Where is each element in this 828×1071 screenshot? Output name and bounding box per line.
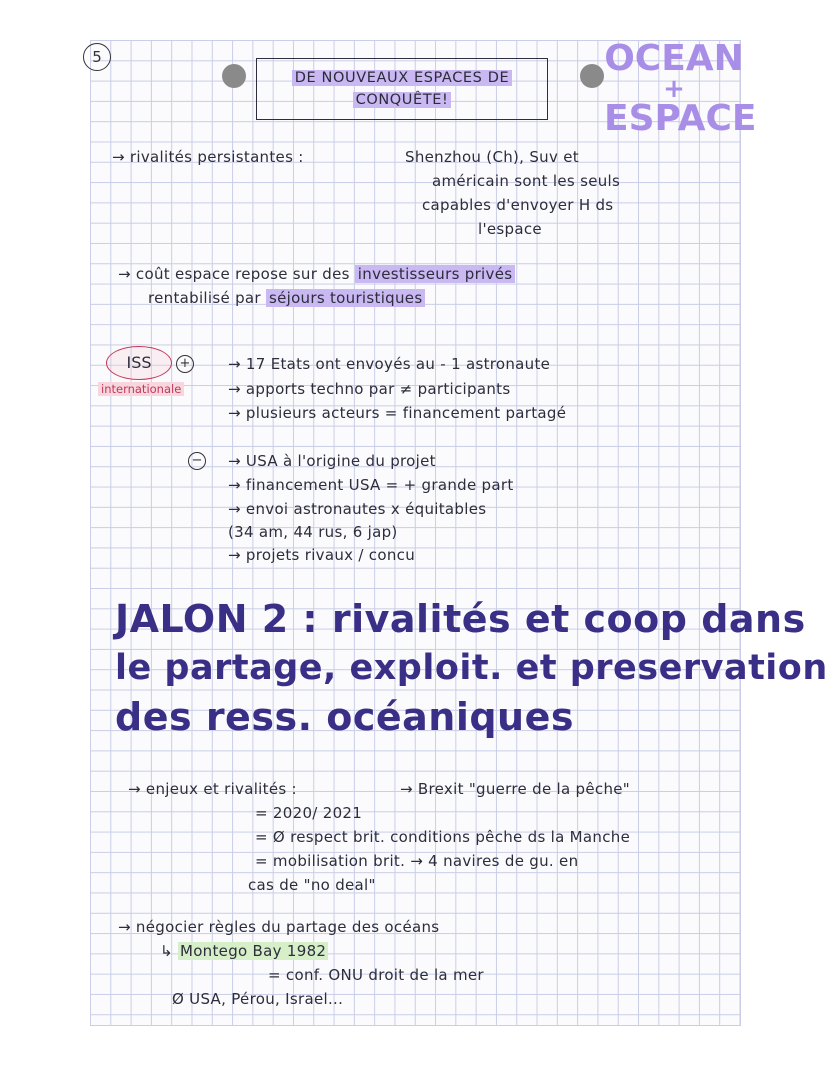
cout-highlight-1: investisseurs privés [355,265,516,283]
negocier-line-4: Ø USA, Pérou, Israel... [172,990,344,1008]
rivalites-line-1: Shenzhou (Ch), Suv et [405,148,579,166]
title-line-1: DE NOUVEAUX ESPACES DE [292,70,512,86]
iss-plus-3: → plusieurs acteurs = financement partagé [228,404,567,422]
cout-line-2-text: rentabilisé par [148,289,261,307]
enjeux-label: → enjeux et rivalités : [128,780,297,798]
title-line-2: CONQUÊTE! [353,92,452,108]
jalon-heading [115,595,828,742]
topic-espace: ESPACE [604,98,757,139]
topic-label [604,38,757,139]
negocier-line-2 [160,942,328,960]
iss-minus-4: (34 am, 44 rus, 6 jap) [228,523,398,541]
negocier-line-1: → négocier règles du partage des océans [118,918,440,936]
jalon-line-2: le partage, exploit. et preservation [115,648,828,688]
cout-line-1-text: → coût espace repose sur des [118,265,350,283]
cout-line-1 [118,265,515,283]
enjeux-line-3: = mobilisation brit. → 4 navires de gu. en [255,852,579,870]
iss-plus-1: → 17 Etats ont envoyés au - 1 astronaute [228,355,551,373]
rivalites-line-4: l'espace [478,220,542,238]
iss-minus-5: → projets rivaux / concu [228,546,415,564]
plus-sign: + [176,355,194,373]
iss-plus-2: → apports techno par ≠ participants [228,380,511,398]
cout-highlight-2: séjours touristiques [266,289,425,307]
montego-bay-highlight: Montego Bay 1982 [179,942,327,960]
enjeux-line-4: cas de "no deal" [248,876,376,894]
iss-minus-3: → envoi astronautes x équitables [228,500,487,518]
iss-circle-label: ISS [106,346,172,380]
binder-hole-right [580,64,604,88]
page-title [256,58,548,120]
jalon-line-1: JALON 2 : rivalités et coop dans [115,597,806,641]
page-number: 5 [83,43,111,71]
minus-sign: − [188,452,206,470]
iss-sublabel: internationale [98,382,184,396]
brexit-text: → Brexit "guerre de la pêche" [400,780,630,798]
topic-ocean: OCEAN [604,38,744,79]
negocier-line-3: = conf. ONU droit de la mer [268,966,484,984]
rivalites-label: → rivalités persistantes : [112,148,304,166]
jalon-line-3: des ress. océaniques [115,695,575,739]
iss-minus-1: → USA à l'origine du projet [228,452,436,470]
enjeux-line-1: = 2020/ 2021 [255,804,363,822]
topic-plus: + [663,74,685,104]
iss-minus-2: → financement USA = + grande part [228,476,514,494]
enjeux-line-2: = Ø respect brit. conditions pêche ds la Manche [255,828,631,846]
rivalites-line-2: américain sont les seuls [432,172,621,190]
grid-paper [90,40,741,1026]
negocier-arrow: ↳ [160,942,173,960]
rivalites-line-3: capables d'envoyer H ds [422,196,614,214]
binder-hole-left [222,64,246,88]
cout-line-2 [148,289,425,307]
